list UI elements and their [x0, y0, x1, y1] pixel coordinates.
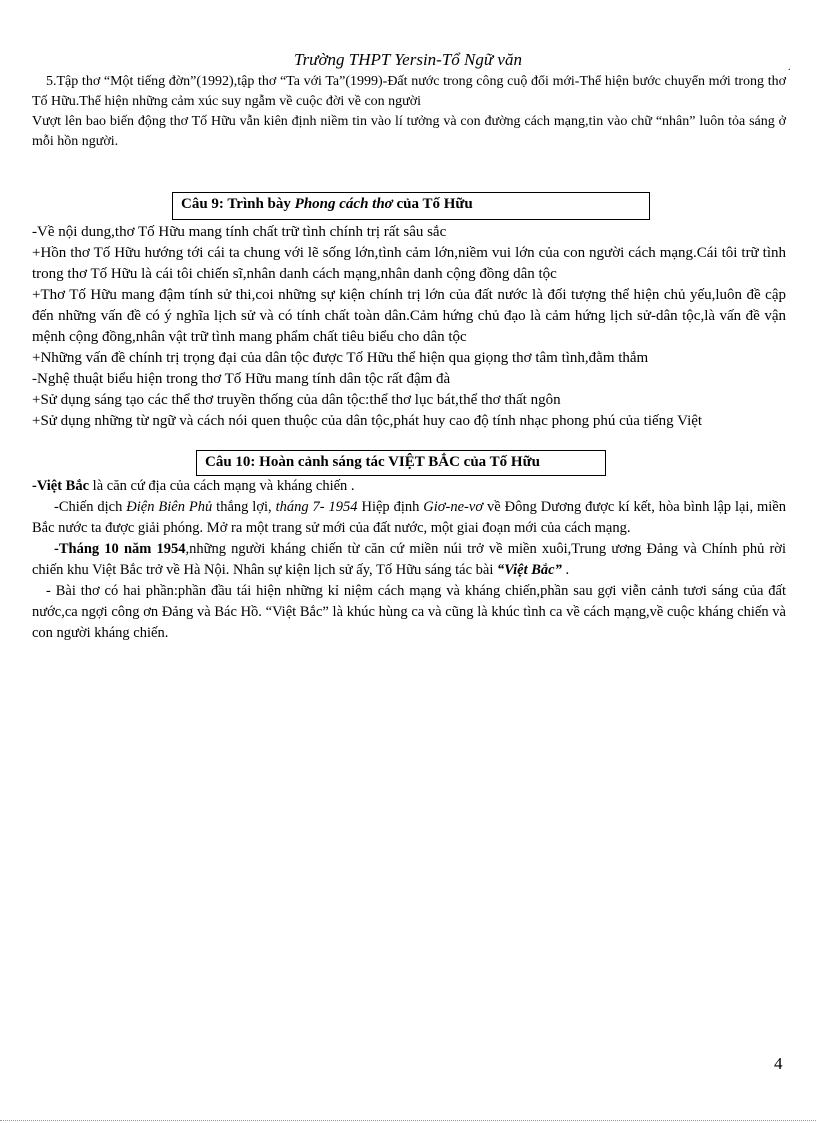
p3-text: ,những người kháng chiến từ căn cứ miền núi trở về miền xuôi,Trung ương Đảng và Chính phủ rời chiến khu Việt Bắc trở về Hà Nội. Nhân sự kiện lịch sử ấy, Tố Hữu sáng tác bài — [32, 541, 786, 578]
cau9-line: +Thơ Tố Hữu mang đậm tính sử thi,coi những sự kiện chính trị lớn của đất nước là đối tượng thể hiện chủ yếu,luôn đề cập đến những vấn đề có ý nghĩa lịch sử và có tính chất toàn dân.Cảm hứng chủ đạo là cảm hứng lịch sử-dân tộc,là vấn đề vận mệnh cộng đồng,nhân vật trữ tình mang phẩm chất tiêu biểu cho dân tộc — [32, 287, 786, 345]
cau9-title-c: của Tố Hữu — [392, 196, 473, 212]
p2-b: Điện Biên Phủ — [126, 499, 213, 515]
cau9-line: +Hồn thơ Tố Hữu hướng tới cái ta chung với lẽ sống lớn,tình cảm lớn,niềm vui lớn của con người cách mạng.Cái tôi trữ tình trong thơ Tố Hữu là cái tôi chiến sĩ,nhân danh cách mạng,nhân danh cộng đồng dân tộc — [32, 245, 786, 282]
p1-text: là căn cứ địa của cách mạng và kháng chiến . — [89, 478, 355, 494]
p2-c: thắng lợi, — [212, 499, 276, 515]
cau10-paragraph-2 — [32, 497, 786, 539]
cau9-title-box — [172, 192, 650, 220]
page-number: 4 — [774, 1054, 783, 1073]
cau10-title-box: Câu 10: Hoàn cảnh sáng tác VIỆT BẮC của Tố Hữu — [196, 450, 606, 476]
cau9-line: -Nghệ thuật biểu hiện trong thơ Tố Hữu mang tính dân tộc rất đậm đà — [32, 371, 451, 387]
p2-e: Hiệp định — [357, 499, 424, 515]
p3-end: . — [561, 562, 570, 578]
page-header: Trường THPT Yersin-Tổ Ngữ văn — [294, 50, 522, 69]
cau9-line: +Những vấn đề chính trị trọng đại của dân tộc được Tố Hữu thể hiện qua giọng thơ tâm tình,đằm thắm — [32, 350, 649, 366]
p2-a: -Chiến dịch — [54, 499, 127, 515]
p3-date-bold: -Tháng 10 năm 1954 — [54, 541, 186, 557]
viet-bac-bold: -Việt Bắc — [32, 478, 90, 494]
margin-mark: . — [788, 62, 791, 73]
intro-paragraph-1: 5.Tập thơ “Một tiếng đờn”(1992),tập thơ “Ta với Ta”(1999)-Đất nước trong công cuộ đổi mới-Thể hiện bước chuyển mới trong thơ Tố Hữu.Thể hiện những cảm xúc suy ngẫm về cuộc đời về con người — [32, 74, 786, 109]
cau10-paragraph-3 — [32, 539, 786, 581]
intro-paragraph-2: Vượt lên bao biến động thơ Tố Hữu vẫn kiên định niềm tin vào lí tưởng và con đường cách mạng,tin vào chữ “nhân” luôn tỏa sáng ở mỗi hồn người. — [32, 114, 786, 149]
cau9-title-a: Câu 9: Trình bày — [181, 196, 295, 212]
cau9-line: -Về nội dung,thơ Tố Hữu mang tính chất trữ tình chính trị rất sâu sắc — [32, 224, 447, 240]
p2-g: về Đông Dương được kí kết, hòa bình lập lại, miền Bắc nước ta được giải phóng. Mở ra một trang sử mới của đất nước, một giai đoạn mới của cách mạng. — [32, 499, 786, 536]
p3-title: “Việt Bắc” — [497, 562, 562, 578]
intro-section — [32, 72, 786, 152]
cau9-title-b: Phong cách thơ — [294, 196, 393, 212]
p2-f: Giơ-ne-vơ — [423, 499, 484, 515]
cau9-section — [32, 222, 786, 432]
p2-d: tháng 7- 1954 — [275, 499, 358, 515]
cau10-paragraph-4: - Bài thơ có hai phần:phần đầu tái hiện những kỉ niệm cách mạng và kháng chiến,phần sau gợi viễn cảnh tươi sáng của đất nước,ca ngợi công ơn Đảng và Bác Hồ. “Việt Bắc” là khúc hùng ca và cũng là khúc tình ca về cách mạng,về cuộc kháng chiến và con người kháng chiến. — [32, 583, 786, 641]
cau9-line: +Sử dụng sáng tạo các thể thơ truyền thống của dân tộc:thể thơ lục bát,thể thơ thất ngôn — [32, 392, 561, 408]
cau10-paragraph-1 — [32, 476, 786, 497]
cau10-section — [32, 476, 786, 644]
footer-divider — [0, 1120, 816, 1121]
cau9-line: +Sử dụng những từ ngữ và cách nói quen thuộc của dân tộc,phát huy cao độ tính nhạc phong phú của tiếng Việt — [32, 413, 703, 429]
